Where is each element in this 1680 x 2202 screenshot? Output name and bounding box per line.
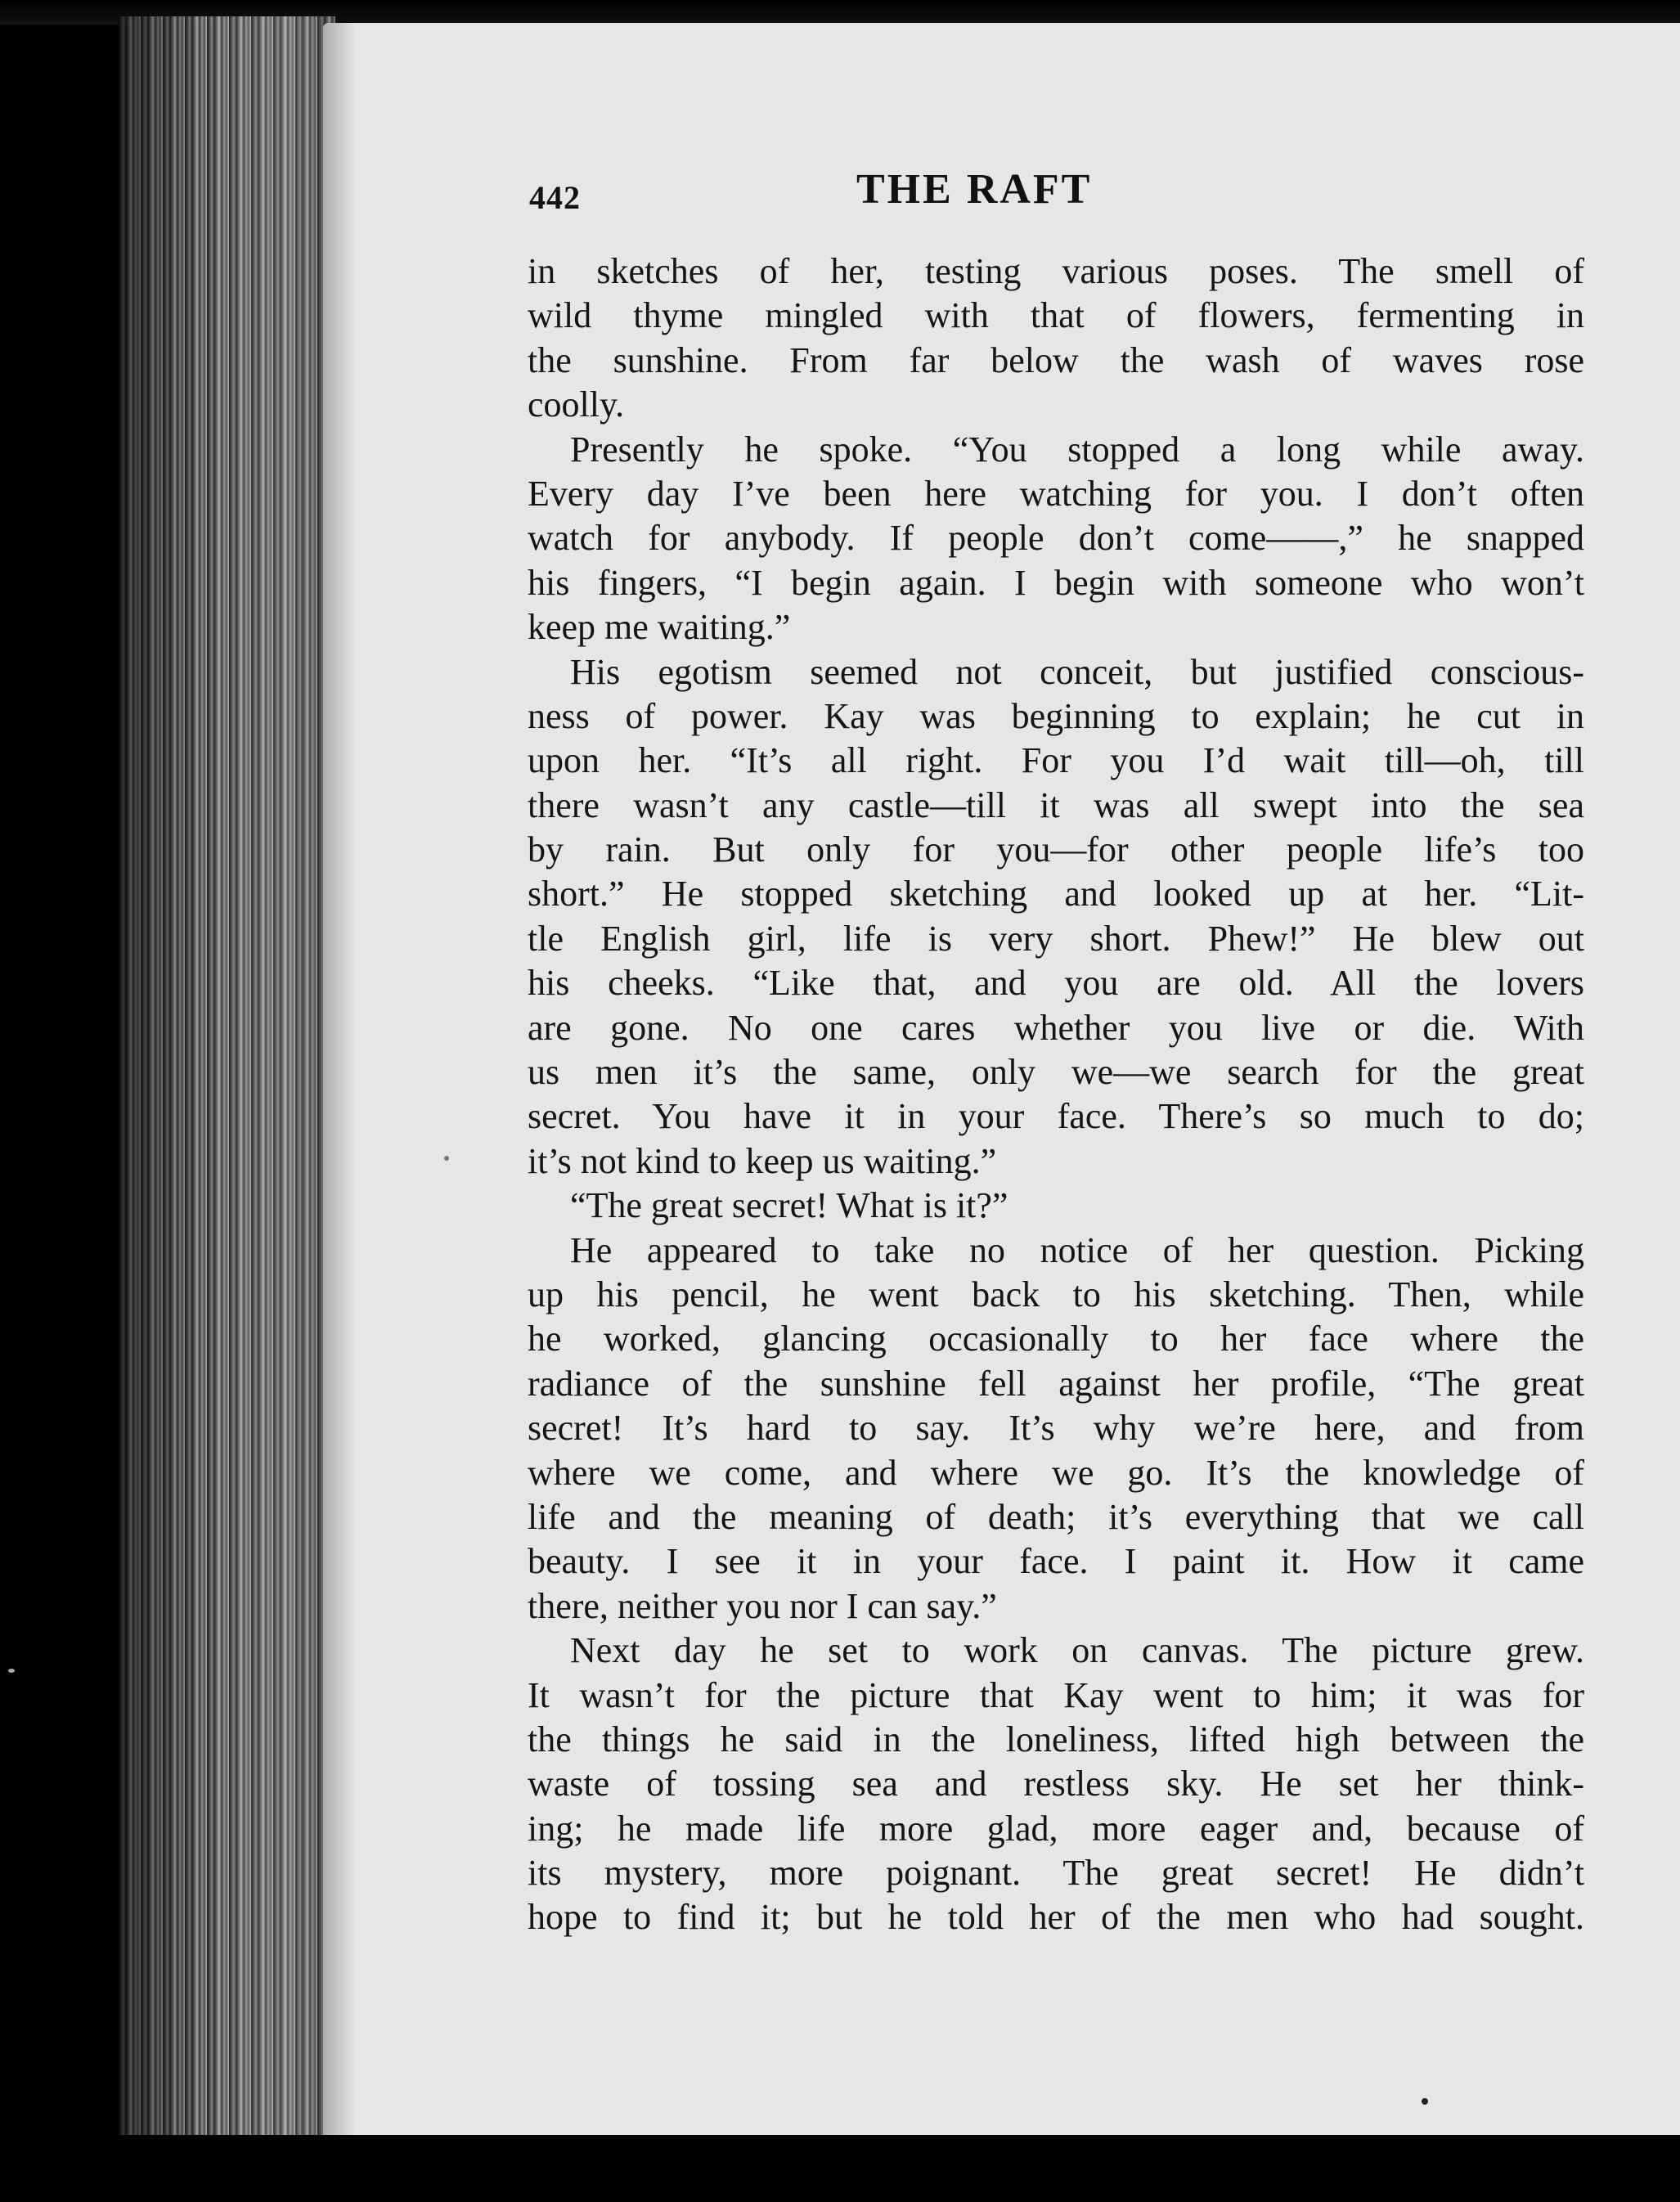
page-header bbox=[529, 162, 1584, 219]
text-line: in sketches of her, testing various poses. The smell of bbox=[528, 251, 1584, 291]
text-line: secret. You have it in your face. There’s so much to do; bbox=[528, 1096, 1584, 1137]
text-line: his fingers, “I begin again. I begin with someone who won’t bbox=[528, 562, 1584, 603]
text-line: His egotism seemed not conceit, but justified conscious- bbox=[570, 651, 1584, 692]
text-line: beauty. I see it in your face. I paint it. How it came bbox=[528, 1541, 1584, 1582]
scan-speck bbox=[1422, 2098, 1428, 2105]
text-line: waste of tossing sea and restless sky. He set her think- bbox=[528, 1764, 1584, 1804]
text-line: where we come, and where we go. It’s the knowledge of bbox=[528, 1452, 1584, 1493]
text-line: keep me waiting.” bbox=[528, 607, 791, 648]
text-line: coolly. bbox=[528, 384, 625, 425]
text-line: radiance of the sunshine fell against her profile, “The great bbox=[528, 1363, 1584, 1404]
text-line: secret! It’s hard to say. It’s why we’re here, and from bbox=[528, 1408, 1584, 1449]
running-title: THE RAFT bbox=[856, 166, 1093, 213]
text-line: it’s not kind to keep us waiting.” bbox=[528, 1140, 997, 1181]
text-line: are gone. No one cares whether you live or die. With bbox=[528, 1007, 1584, 1048]
text-line: he worked, glancing occasionally to her face where the bbox=[528, 1319, 1584, 1359]
text-line: up his pencil, he went back to his sketching. Then, while bbox=[528, 1274, 1584, 1314]
text-line: Every day I’ve been here watching for you. I don’t often bbox=[528, 473, 1584, 514]
text-line: Presently he spoke. “You stopped a long while away. bbox=[570, 429, 1584, 470]
text-line: watch for anybody. If people don’t come——,” he snapped bbox=[528, 518, 1584, 559]
text-line: It wasn’t for the picture that Kay went to him; it was for bbox=[528, 1674, 1584, 1715]
text-line: there wasn’t any castle—till it was all swept into the sea bbox=[528, 784, 1584, 825]
text-line: its mystery, more poignant. The great secret! He didn’t bbox=[528, 1853, 1584, 1894]
bottom-margin bbox=[0, 2135, 1680, 2202]
text-line: Next day he set to work on canvas. The picture grew. bbox=[570, 1630, 1584, 1671]
scan-speck bbox=[8, 1669, 15, 1673]
body-text bbox=[528, 249, 1584, 1940]
text-line: tle English girl, life is very short. Phew!” He blew out bbox=[528, 918, 1584, 959]
text-line: us men it’s the same, only we—we search for the great bbox=[528, 1052, 1584, 1093]
text-line: the things he said in the loneliness, lifted high between the bbox=[528, 1719, 1584, 1759]
text-line: “The great secret! What is it?” bbox=[570, 1185, 1008, 1226]
text-line: there, neither you nor I can say.” bbox=[528, 1585, 997, 1626]
text-line: hope to find it; but he told her of the men who had sought. bbox=[528, 1897, 1584, 1938]
text-line: wild thyme mingled with that of flowers, fermenting in bbox=[528, 295, 1584, 336]
text-line: He appeared to take no notice of her question. Picking bbox=[570, 1229, 1584, 1270]
page-number: 442 bbox=[529, 179, 581, 216]
scan-speck bbox=[444, 1156, 449, 1161]
text-line: his cheeks. “Like that, and you are old. All the lovers bbox=[528, 963, 1584, 1004]
text-line: short.” He stopped sketching and looked up at her. “Lit- bbox=[528, 874, 1584, 915]
text-line: ing; he made life more glad, more eager and, because of bbox=[528, 1808, 1584, 1849]
text-line: the sunshine. From far below the wash of waves rose bbox=[528, 339, 1584, 380]
text-line: ness of power. Kay was beginning to explain; he cut in bbox=[528, 695, 1584, 736]
text-line: upon her. “It’s all right. For you I’d wait till—oh, till bbox=[528, 740, 1584, 781]
book-page-edges bbox=[119, 16, 335, 2143]
text-line: by rain. But only for you—for other people life’s too bbox=[528, 829, 1584, 870]
text-line: life and the meaning of death; it’s everything that we call bbox=[528, 1496, 1584, 1537]
